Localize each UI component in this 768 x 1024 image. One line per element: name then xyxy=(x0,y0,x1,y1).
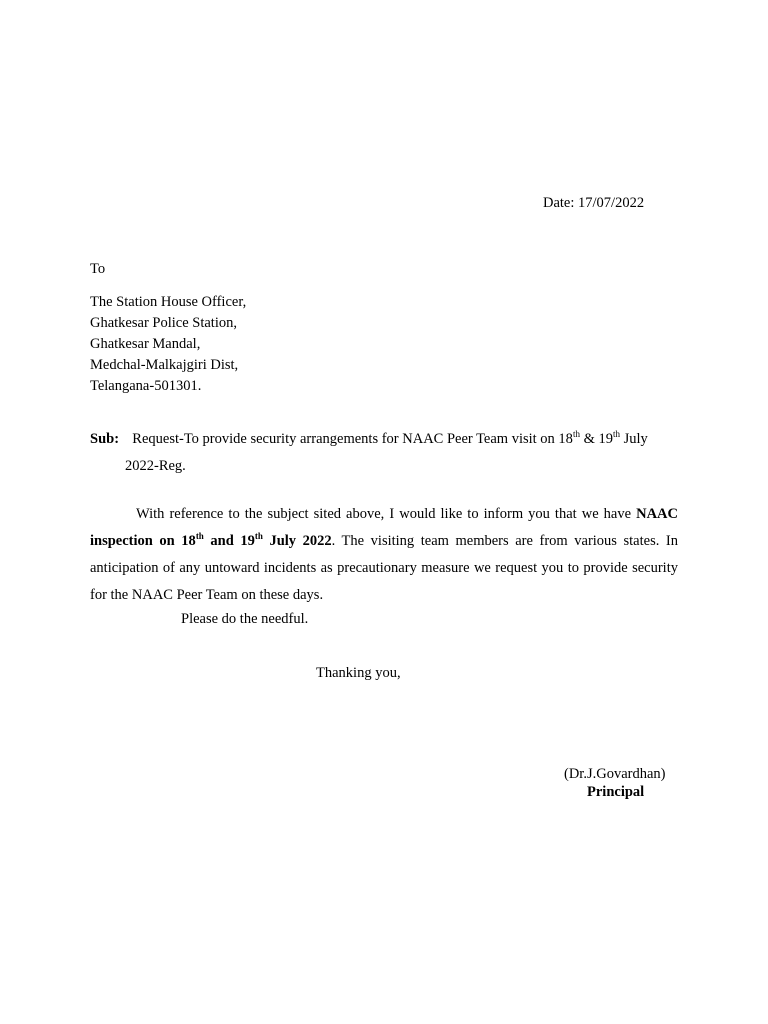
superscript: th xyxy=(612,429,620,440)
address-line: Ghatkesar Mandal, xyxy=(90,336,201,352)
address-line: Medchal-Malkajgiri Dist, xyxy=(90,357,239,373)
signatory-name: (Dr.J.Govardhan) xyxy=(564,766,666,782)
subject-text: July xyxy=(620,431,648,447)
subject-label: Sub: xyxy=(90,431,120,447)
subject-line xyxy=(90,430,648,448)
subject-line-2: 2022-Reg. xyxy=(125,458,186,474)
signatory-title: Principal xyxy=(587,784,645,800)
body-text: . The visiting team members are from various states. In anticipation of any untoward incidents as precautionary measure we request you to provide security for the NAAC Peer Team on these days. xyxy=(90,533,679,603)
closing-line: Thanking you, xyxy=(316,665,401,681)
address-line: Telangana-501301. xyxy=(90,378,202,394)
subject-text: & 19 xyxy=(579,431,613,447)
letter-date: Date: 17/07/2022 xyxy=(543,195,645,211)
body-text: With reference to the subject sited above, I would like to inform you that we have xyxy=(136,506,637,522)
request-line: Please do the needful. xyxy=(181,611,309,627)
body-emphasis: NAAC inspection on 18th and 19th July 2022 xyxy=(90,506,678,549)
subject-text: Request-To provide security arrangements for NAAC Peer Team visit on 18 xyxy=(132,431,573,447)
recipient-to: To xyxy=(90,261,106,277)
superscript: th xyxy=(572,429,580,440)
address-line: Ghatkesar Police Station, xyxy=(90,315,237,331)
address-line: The Station House Officer, xyxy=(90,294,247,310)
body-paragraph xyxy=(90,501,678,609)
